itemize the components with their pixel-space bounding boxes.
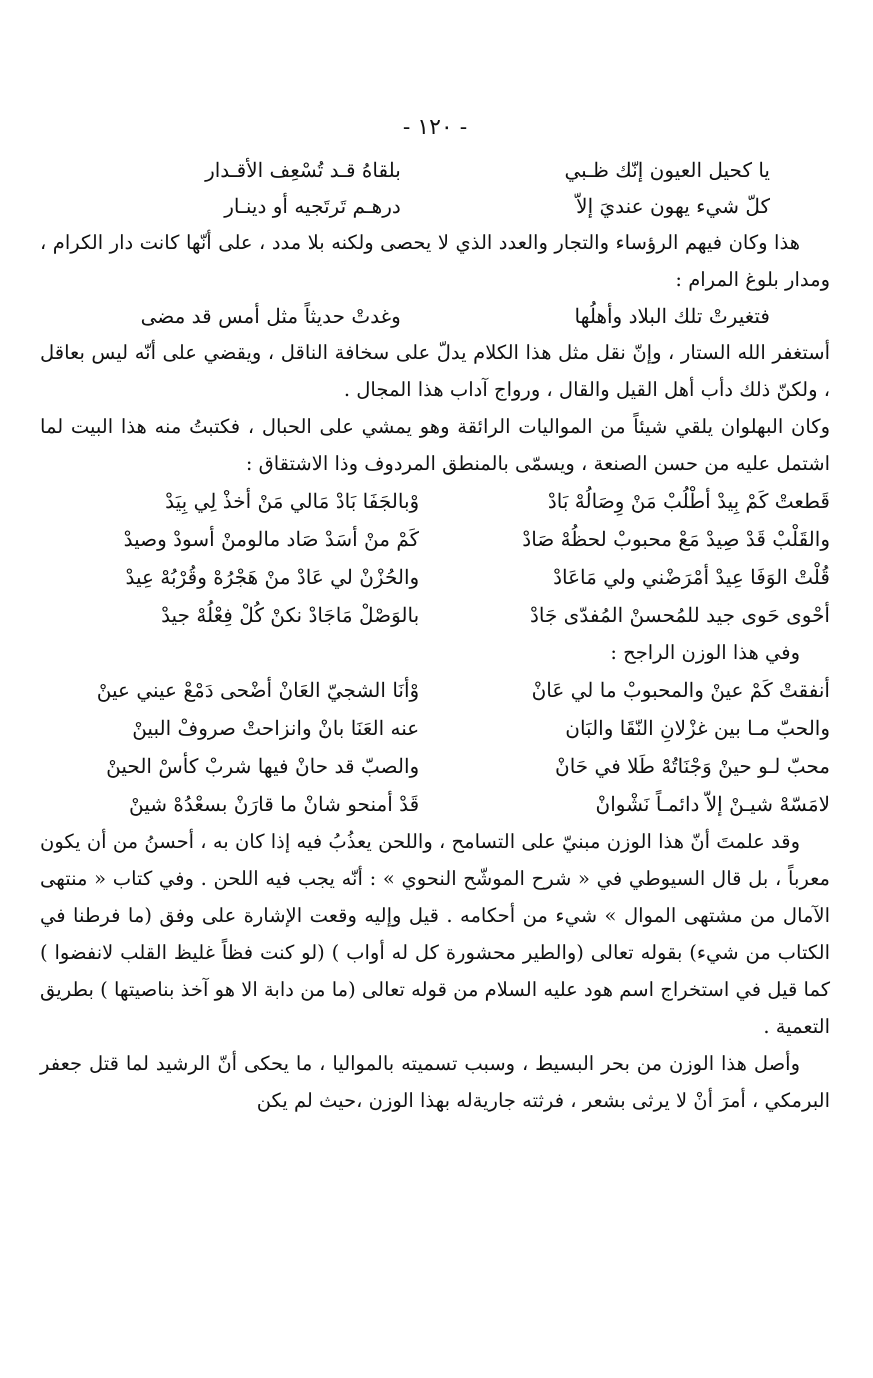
verse-line — [40, 671, 830, 709]
poem-block-3 — [40, 482, 830, 634]
paragraph: وكان البهلوان يلقي شيئاً من المواليات الرائقة وهو يمشي على الحبال ، فكتبتُ منه هذا البيت لما اشتمل عليه من حسن الصنعة ، ويسمّى بالمنطق المردوف وذا الاشتقاق : — [40, 415, 830, 475]
verse-line — [40, 785, 830, 823]
verse-line — [40, 520, 830, 558]
verse-left-hemistich: عنه العَنَا بانْ وانزاحتْ صروفْ البينْ — [132, 716, 420, 740]
book-page — [40, 110, 830, 1119]
verse-right-hemistich: كلّ شيء يهون عنديَ إلاّ — [576, 194, 770, 218]
verse-right-hemistich: والقَلْبْ قَدْ صِيدْ مَعْ محبوبْ لحظُهْ صَادْ — [522, 527, 830, 551]
verse-left-hemistich: والحُزْنْ لي عَادْ منْ هَجْرُهْ وقُرْبُهْ عِيدْ — [125, 565, 420, 589]
verse-line — [40, 747, 830, 785]
page-number: - ١٢٠ - — [402, 115, 468, 140]
verse-right-hemistich: يا كحيل العيون إنّك ظـبي — [564, 158, 770, 182]
verse-left-hemistich: وْأنَا الشجيّ العَانْ أضْحى دَمْعْ عيني عينْ — [96, 678, 420, 702]
verse-line — [40, 152, 830, 188]
verse-right-hemistich: محبّ لـو حينْ وَجْنَاتُهْ طَلا في حَانْ — [555, 754, 830, 778]
paragraph: أستغفر الله الستار ، وإنّ نقل مثل هذا الكلام يدلّ على سخافة الناقل ، ويقضي على أنّه ليس بعاقل ، ولكنّ ذلك دأب أهل القيل والقال ، ورواج آداب هذا المجال . — [40, 341, 830, 401]
poem-block-4 — [40, 671, 830, 823]
verse-line — [40, 482, 830, 520]
paragraph: وأصل هذا الوزن من بحر البسيط ، وسبب تسميته بالمواليا ، ما يحكى أنّ الرشيد لما قتل جعفر البرمكي ، أمرَ أنْ لا يرثى بشعر ، فرثته جاريةله بهذا الوزن ،حيث لم يكن — [40, 1052, 830, 1112]
verse-left-hemistich: كَمْ منْ أسَدْ صَاد مالومنْ أسودْ وصيدْ — [123, 527, 420, 551]
verse-line — [40, 298, 830, 334]
verse-left-hemistich: بالوَصْلْ مَاجَادْ نكنْ كُلْ فِعْلُهْ جيدْ — [161, 603, 420, 627]
paragraph: هذا وكان فيهم الرؤساء والتجار والعدد الذي لا يحصى ولكنه بلا مدد ، على أنّها كانت دار الكرام ، ومدار بلوغ المرام : — [40, 231, 830, 291]
verse-left-hemistich: والصبّ قد حانْ فيها شربْ كأسْ الحينْ — [106, 754, 420, 778]
verse-left-hemistich: درهـم تَرتَجيه أو دينـار — [224, 194, 401, 218]
verse-right-hemistich: لامَسّهْ شيـنْ إلاّ دائمـاً نَشْوانْ — [595, 792, 830, 816]
verse-left-hemistich: قَدْ أمنحو شانْ ما قارَنْ بسعْدُهْ شينْ — [129, 792, 420, 816]
paragraph: وقد علمتَ أنّ هذا الوزن مبنيّ على التسامح ، واللحن يعذُبُ فيه إذا كان به ، أحسنُ من أن يكون معرباً ، بل قال السيوطي في « شرح الموشّح النحوي » : أنّه يجب فيه اللحن . وفي كتاب « منتهى الآمال من مشتهى الموال » شيء من أحكامه . قيل وإليه وقعت الإشارة على وفق (ما فرطنا في الكتاب من شيء) بقوله تعالى (والطير محشورة كل له أواب ) (لو كنت فظاً غليظ القلب لانفضوا ) كما قيل في استخراج اسم هود عليه السلام من قوله تعالى (ما من دابة الا هو آخذ بناصيتها ) بطريق التعمية . — [40, 830, 830, 1038]
verse-right-hemistich: أنفقتْ كَمْ عينْ والمحبوبْ ما لي عَانْ — [531, 678, 830, 702]
verse-right-hemistich: قَطعتْ كَمْ بِيدْ أطْلُبْ مَنْ وِصَالُهْ بَادْ — [547, 489, 830, 513]
verse-line — [40, 709, 830, 747]
verse-left-hemistich: بلقاهُ قـد تُسْعِف الأقـدار — [205, 158, 401, 182]
verse-right-hemistich: قُلْتْ الوَفَا عِيدْ أمْرَضْني ولي مَاعَادْ — [553, 565, 830, 589]
verse-line — [40, 558, 830, 596]
verse-right-hemistich: أحْوى حَوى جيد للمُحسنْ المُفدّى جَادْ — [529, 603, 830, 627]
poem-block-2 — [40, 298, 830, 334]
verse-right-hemistich: فتغيرتْ تلك البلاد وأهلُها — [574, 304, 770, 328]
verse-line — [40, 596, 830, 634]
verse-line — [40, 188, 830, 224]
poem-block-1 — [40, 152, 830, 224]
verse-left-hemistich: وغدتْ حديثاً مثل أمس قد مضى — [140, 304, 401, 328]
verse-right-hemistich: والحبّ مـا بين غزْلانِ النّقَا والبَان — [565, 716, 830, 740]
paragraph: وفي هذا الوزن الراجح : — [610, 641, 800, 664]
verse-left-hemistich: وْبالجَفَا بَادْ مَالي مَنْ أخذْ لِي بِيَدْ — [165, 489, 420, 513]
